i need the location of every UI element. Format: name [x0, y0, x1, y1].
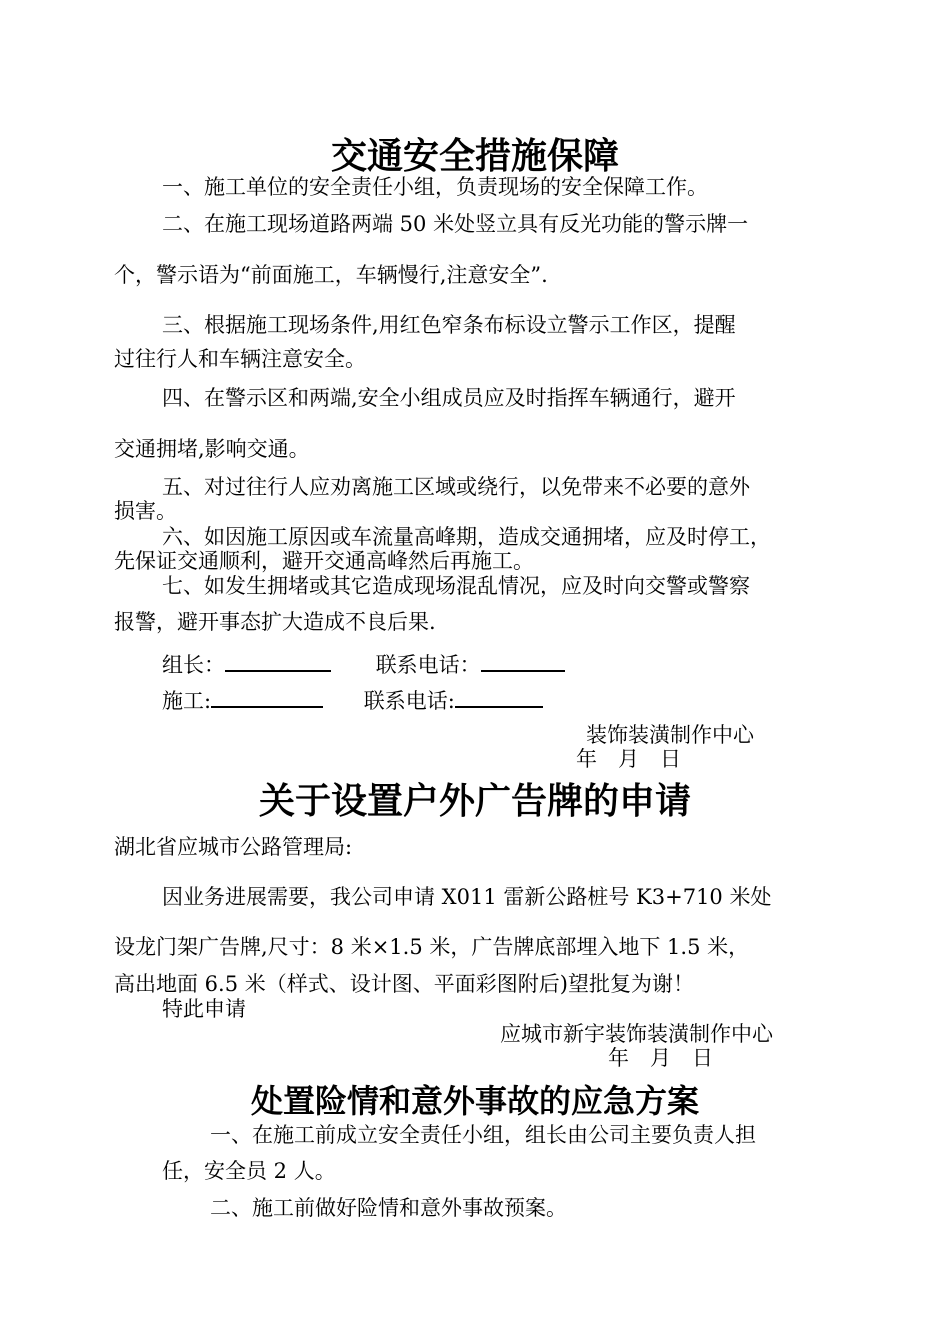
leader-blank — [225, 650, 331, 672]
s2-date: 年 月 日 — [608, 1046, 713, 1070]
leader-label: 组长： — [162, 653, 225, 677]
s1-paragraph-5-line2: 损害。 — [114, 499, 177, 523]
section1-title: 交通安全措施保障 — [330, 136, 619, 177]
s1-paragraph-1: 一、施工单位的安全责任小组，负责现场的安全保障工作。 — [162, 175, 708, 199]
s1-paragraph-5-line1: 五、对过往行人应劝离施工区域或绕行，以免带来不必要的意外 — [162, 475, 750, 499]
s2-organization: 应城市新宇装饰装潢制作中心 — [500, 1022, 773, 1046]
s1-paragraph-3-line1: 三、根据施工现场条件,用红色窄条布标设立警示工作区，提醒 — [162, 313, 736, 337]
s2-body-line2: 设龙门架广告牌,尺寸：8 米×1.5 米，广告牌底部埋入地下 1.5 米， — [114, 935, 750, 959]
s1-paragraph-2-line1: 二、在施工现场道路两端 50 米处竖立具有反光功能的警示牌一 — [162, 212, 749, 236]
s3-paragraph-1-line2: 任，安全员 2 人。 — [162, 1159, 336, 1183]
s1-paragraph-4-line1: 四、在警示区和两端,安全小组成员应及时指挥车辆通行，避开 — [162, 386, 736, 410]
s2-addressee: 湖北省应城市公路管理局: — [114, 835, 353, 859]
construction-blank — [211, 686, 323, 708]
s1-paragraph-7-line2: 报警，避开事态扩大造成不良后果. — [114, 610, 436, 634]
s2-body-line3: 高出地面 6.5 米（样式、设计图、平面彩图附后)望批复为谢！ — [114, 972, 694, 996]
s3-paragraph-2: 二、施工前做好险情和意外事故预案。 — [210, 1196, 567, 1220]
s2-closing: 特此申请 — [162, 997, 246, 1021]
s1-date: 年 月 日 — [576, 747, 681, 771]
s1-paragraph-4-line2: 交通拥堵,影响交通。 — [114, 437, 310, 461]
s2-body-line1: 因业务进展需要，我公司申请 X011 雷新公路桩号 K3+710 米处 — [162, 885, 772, 909]
construction-phone-label: 联系电话: — [363, 689, 455, 713]
s1-organization: 装饰装潢制作中心 — [586, 723, 754, 747]
s1-paragraph-6-line2: 先保证交通顺利，避开交通高峰然后再施工。 — [114, 549, 534, 573]
leader-phone-label: 联系电话： — [375, 653, 481, 677]
leader-row — [162, 650, 565, 678]
s1-paragraph-6-line1: 六、如因施工原因或车流量高峰期，造成交通拥堵，应及时停工， — [162, 525, 771, 549]
leader-phone-blank — [481, 650, 565, 672]
construction-row — [162, 686, 543, 714]
section2-title: 关于设置户外广告牌的申请 — [258, 781, 691, 822]
s3-paragraph-1-line1: 一、在施工前成立安全责任小组，组长由公司主要负责人担 — [210, 1123, 756, 1147]
section3-title: 处置险情和意外事故的应急方案 — [250, 1082, 699, 1120]
s1-paragraph-2-line2: 个，警示语为“前面施工，车辆慢行,注意安全”. — [114, 263, 548, 287]
construction-label: 施工: — [162, 689, 212, 713]
s1-paragraph-7-line1: 七、如发生拥堵或其它造成现场混乱情况，应及时向交警或警察 — [162, 574, 750, 598]
construction-phone-blank — [455, 686, 543, 708]
s1-paragraph-3-line2: 过往行人和车辆注意安全。 — [114, 347, 366, 371]
